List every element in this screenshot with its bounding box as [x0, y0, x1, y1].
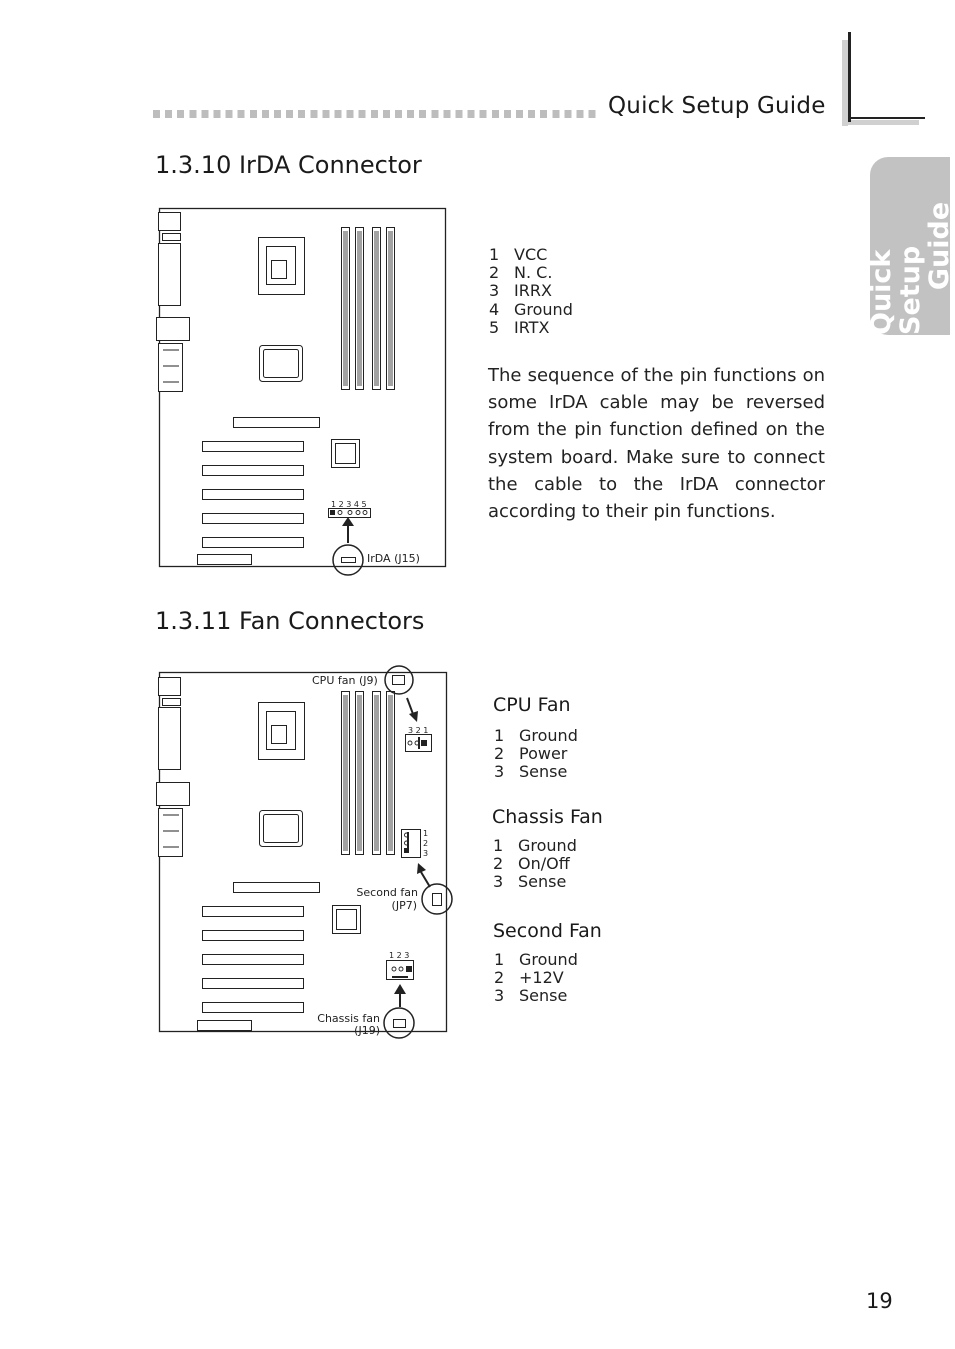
second-fan-heading: Second Fan [493, 920, 602, 942]
second-fan-pin-1: 1 [423, 829, 429, 838]
irda-paragraph: The sequence of the pin functions on some IrDA cable may be reversed from the pin function defined on the system board. Make sure to connect the cable to the IrDA connector according to their pin functions. [488, 365, 825, 523]
list-item: 3 Sense [494, 762, 568, 782]
corner-mark-shadow-h [845, 120, 919, 125]
list-item: 2 On/Off [493, 854, 570, 874]
header-title: Quick Setup Guide [608, 93, 826, 119]
irda-board-diagram [155, 205, 450, 577]
fan-board-diagram [155, 662, 460, 1047]
second-fan-pin-3: 3 [423, 849, 429, 858]
list-item: 2 Power [494, 744, 568, 764]
side-tab-line1: Quick Setup [865, 245, 926, 335]
list-item: 4 Ground [489, 299, 573, 319]
second-fan-pin-2: 2 [423, 839, 429, 848]
page-number: 19 [866, 1289, 893, 1313]
corner-mark [848, 32, 851, 122]
chassis-fan-pin-list [493, 837, 577, 892]
second-fan-label-1: Second fan [356, 886, 418, 899]
side-tab [865, 157, 955, 335]
chassis-fan-label-1: Chassis fan [317, 1012, 380, 1025]
second-fan-pin-list [494, 951, 578, 1006]
list-item: 1 Ground [493, 836, 577, 855]
list-item: 3 Sense [493, 872, 567, 892]
chassis-fan-pin-numbers: 1 2 3 [389, 951, 410, 960]
cpu-fan-label: CPU fan (J9) [312, 674, 378, 687]
list-item: 5 IRTX [489, 317, 550, 337]
list-item: 3 IRRX [489, 281, 552, 301]
list-item: 3 Sense [494, 986, 568, 1006]
irda-pin-numbers: 1 2 3 4 5 [331, 500, 367, 509]
header-dotted-rule [153, 110, 599, 118]
list-item: 2 +12V [494, 968, 564, 988]
list-item: 2 N. C. [489, 263, 553, 283]
side-tab-line2: Guide [923, 201, 955, 291]
list-item: 1 Ground [494, 950, 578, 969]
second-fan-label-2: (JP7) [391, 899, 417, 912]
chassis-fan-label-2: (J19) [354, 1024, 380, 1037]
fan-section-title: 1.3.11 Fan Connectors [155, 607, 425, 635]
irda-section-title: 1.3.10 IrDA Connector [155, 151, 422, 179]
irda-connector-label: IrDA (J15) [367, 552, 420, 565]
cpu-fan-heading: CPU Fan [493, 694, 571, 716]
list-item: 1 VCC [489, 245, 548, 264]
irda-pin-list [489, 246, 573, 337]
corner-mark-h [851, 117, 925, 119]
cpu-fan-pin-list [494, 727, 578, 782]
chassis-fan-heading: Chassis Fan [492, 806, 603, 828]
cpu-fan-pin-numbers: 3 2 1 [408, 726, 429, 735]
list-item: 1 Ground [494, 726, 578, 745]
